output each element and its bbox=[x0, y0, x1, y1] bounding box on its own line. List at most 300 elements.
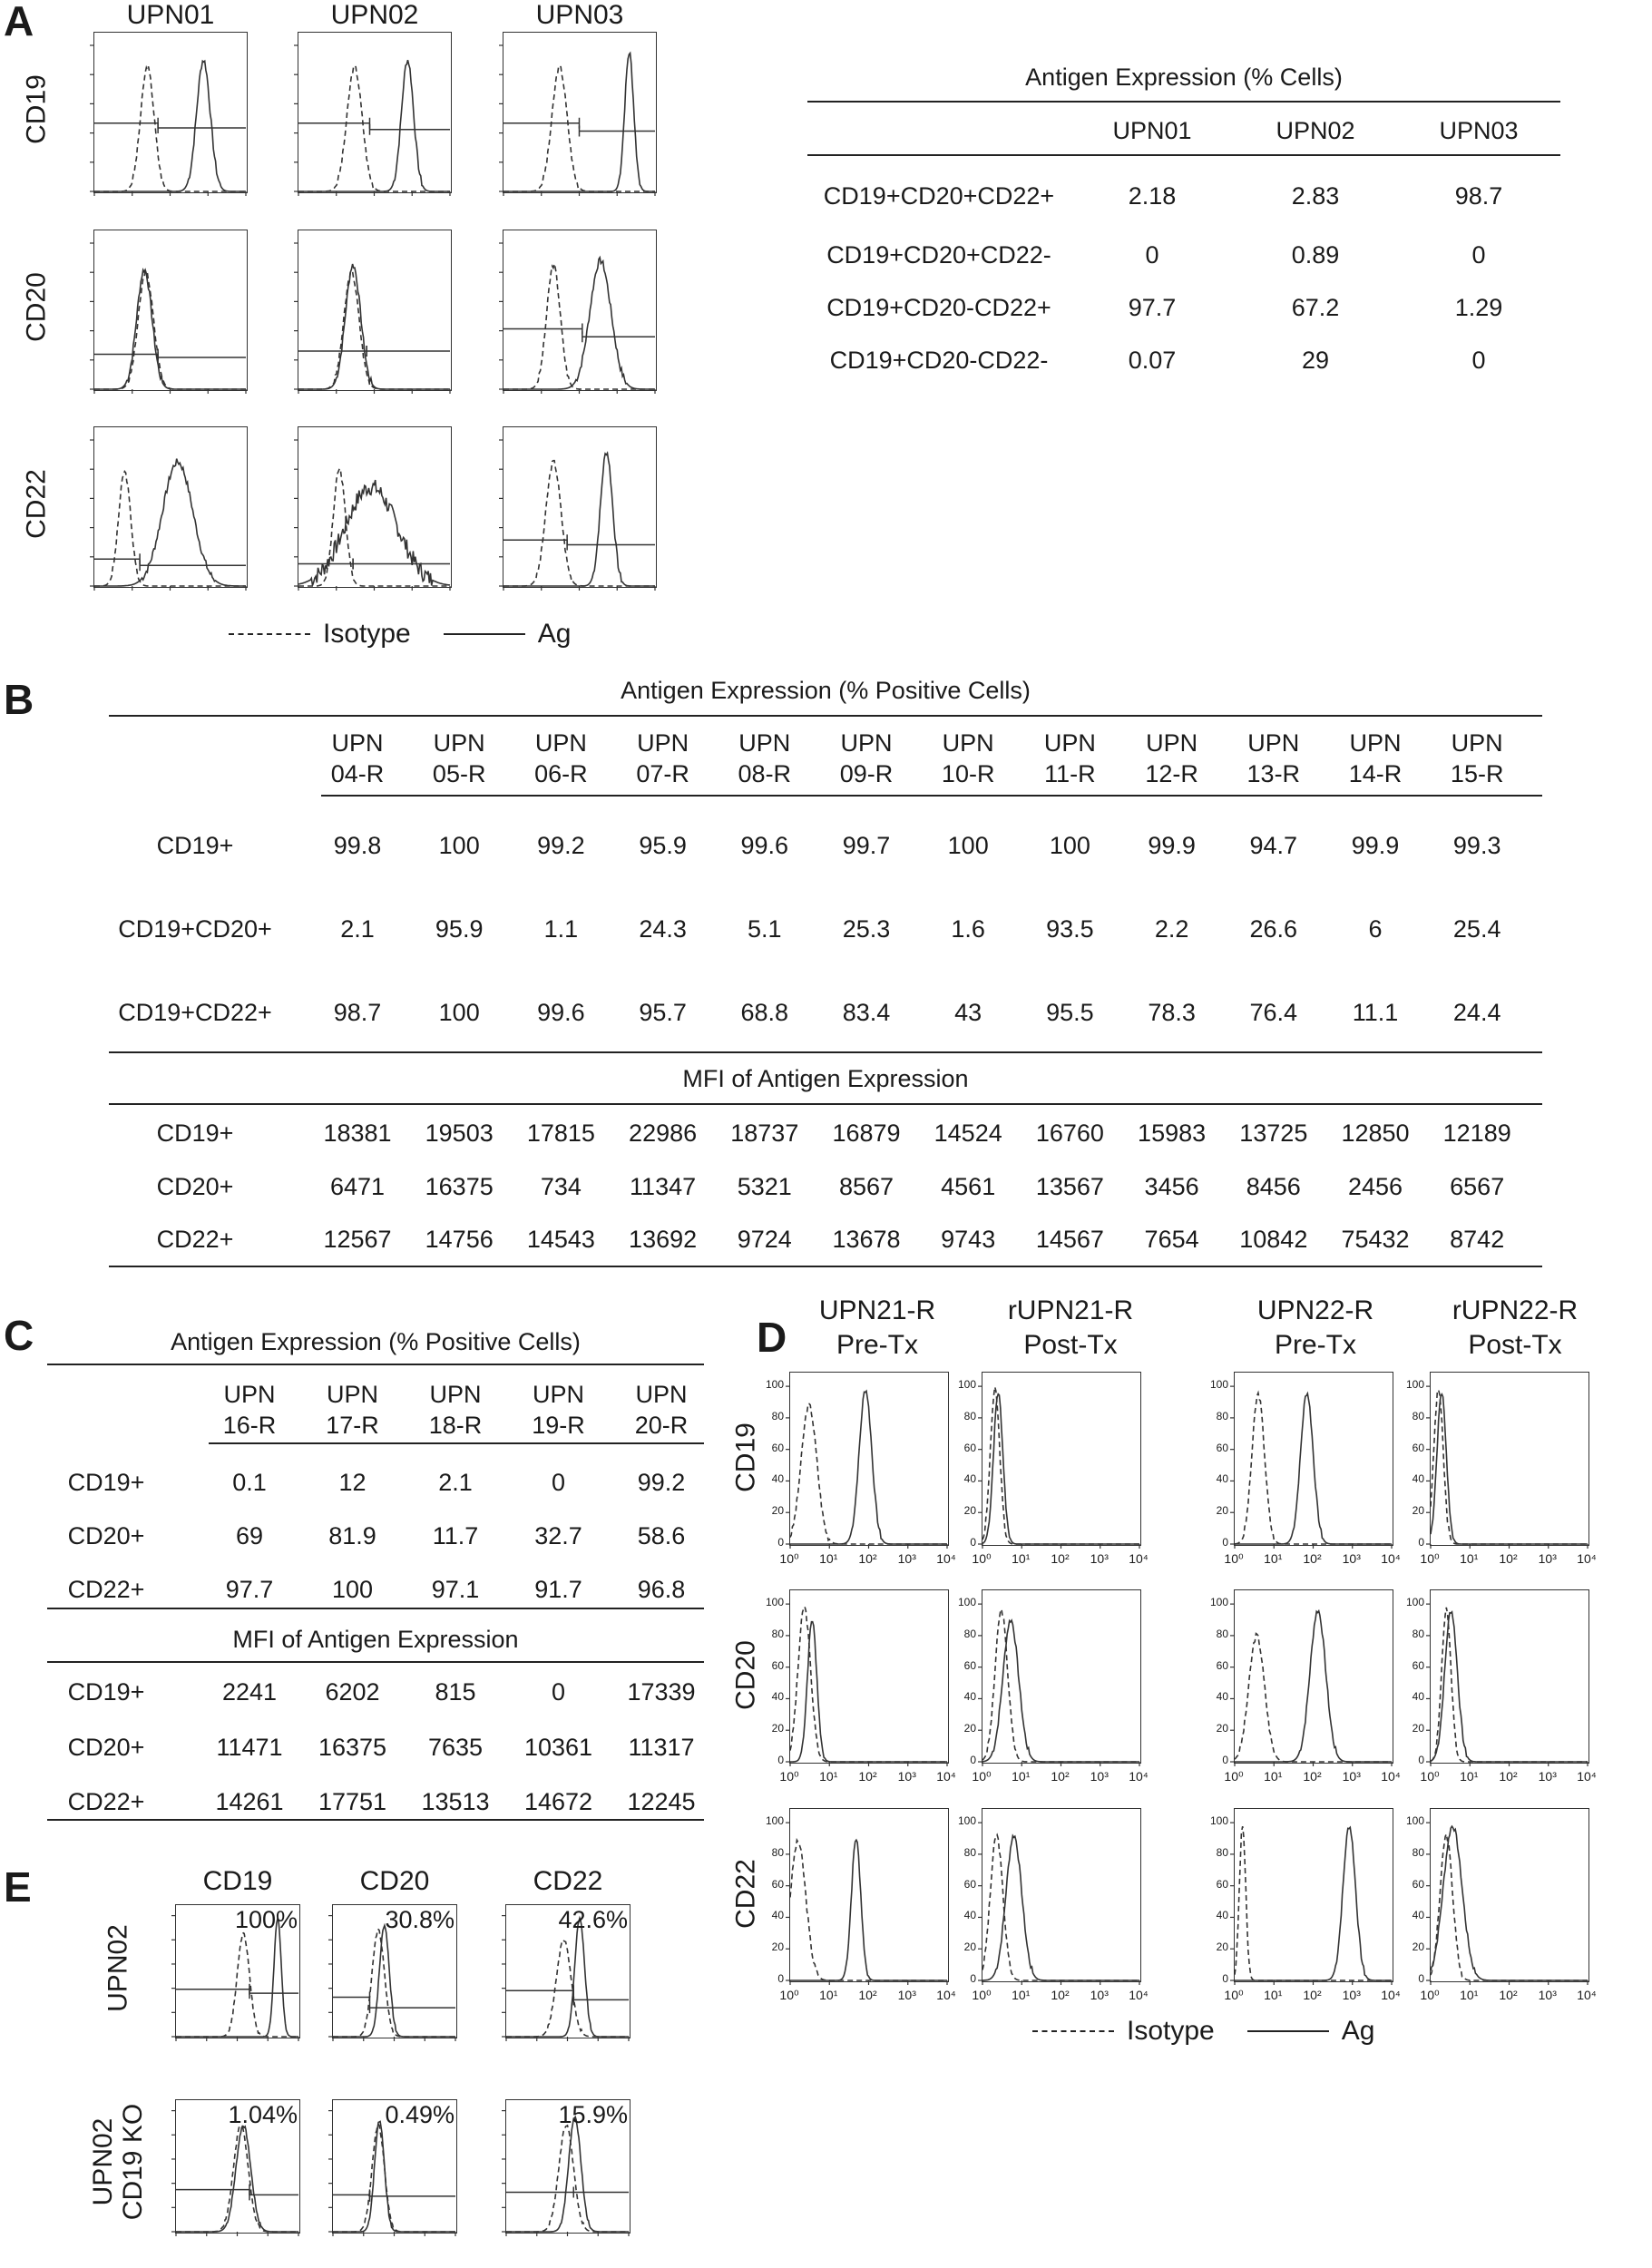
antigen-histogram bbox=[982, 1620, 1139, 1762]
column-header: UPN bbox=[1349, 729, 1402, 757]
isotype-histogram bbox=[1431, 1834, 1588, 1980]
antigen-histogram bbox=[1431, 1826, 1588, 1980]
x-tick-label: 10⁴ bbox=[1129, 1551, 1149, 1566]
y-tick-label: 40 bbox=[771, 1472, 784, 1486]
panel-b-label: B bbox=[4, 676, 34, 723]
y-tick-label: 100 bbox=[765, 1378, 784, 1392]
panel-d-label: D bbox=[757, 1314, 787, 1361]
table-cell: 95.7 bbox=[639, 999, 687, 1026]
x-tick-label: 10⁴ bbox=[936, 1769, 956, 1784]
antigen-histogram bbox=[1235, 1393, 1392, 1544]
column-header: 13-R bbox=[1246, 760, 1301, 787]
y-tick-label: 20 bbox=[771, 1941, 784, 1954]
isotype-histogram bbox=[790, 1403, 947, 1544]
table-cell: 5321 bbox=[737, 1173, 792, 1200]
row-title bbox=[103, 1901, 133, 2037]
antigen-histogram bbox=[503, 453, 655, 586]
table-row bbox=[807, 334, 1560, 386]
panel-a-label: A bbox=[4, 0, 34, 44]
table-cell: 18737 bbox=[730, 1119, 799, 1147]
column-title: UPN01 bbox=[126, 0, 215, 30]
column-header: 14-R bbox=[1348, 760, 1403, 787]
row-title: CD22 bbox=[730, 1859, 761, 1929]
x-tick-label: 10⁰ bbox=[779, 1551, 799, 1566]
table-cell: 96.8 bbox=[637, 1576, 686, 1603]
table-row bbox=[807, 229, 1560, 281]
histogram-panel bbox=[1430, 1808, 1589, 1982]
table-cell: 16375 bbox=[318, 1734, 387, 1761]
table-cell: 11317 bbox=[628, 1734, 695, 1761]
histogram-panel bbox=[789, 1372, 949, 1546]
table-cell: 8567 bbox=[838, 1173, 894, 1200]
table-row bbox=[807, 281, 1560, 334]
table-cell: 9743 bbox=[941, 1226, 996, 1253]
x-tick-label: 10⁰ bbox=[972, 1769, 992, 1784]
isotype-histogram bbox=[982, 1609, 1139, 1762]
isotype-histogram bbox=[333, 2125, 455, 2232]
table-cell: 98.7 bbox=[333, 999, 382, 1026]
column-header: 08-R bbox=[738, 760, 792, 787]
x-tick-label: 10⁴ bbox=[1381, 1988, 1401, 2002]
table-cell: 6471 bbox=[329, 1173, 386, 1200]
table-rule bbox=[47, 1608, 704, 1609]
x-tick-label: 10² bbox=[1499, 1988, 1518, 2002]
x-tick-label: 10² bbox=[1303, 1988, 1322, 2002]
column-header: 15-R bbox=[1450, 760, 1504, 787]
y-tick-label: 40 bbox=[771, 1909, 784, 1922]
table-cell: 12567 bbox=[323, 1226, 392, 1253]
table-cell: 17751 bbox=[318, 1788, 387, 1815]
antigen-histogram bbox=[176, 2126, 298, 2233]
column-title-line1: rUPN21-R bbox=[1007, 1295, 1134, 1325]
table-cell: 2.83 bbox=[1291, 181, 1340, 210]
antigen-histogram bbox=[298, 480, 450, 585]
y-tick-label: 60 bbox=[771, 1877, 784, 1891]
table-cell: 9724 bbox=[737, 1226, 792, 1253]
row-label: CD19+CD20+CD22- bbox=[826, 240, 1051, 269]
y-tick-label: 100 bbox=[1405, 1814, 1424, 1828]
column-header: 16-R bbox=[222, 1412, 277, 1439]
histogram-plot bbox=[94, 33, 246, 191]
column-header: 18-R bbox=[428, 1412, 483, 1439]
row-label: CD19+CD20-CD22- bbox=[829, 346, 1049, 374]
table-cell: 2456 bbox=[1347, 1173, 1403, 1200]
isotype-histogram bbox=[790, 1840, 947, 1980]
table-cell: 14261 bbox=[215, 1788, 284, 1815]
x-tick-label: 10² bbox=[1051, 1988, 1070, 2002]
table-cell: 69 bbox=[235, 1522, 264, 1549]
table-cell: 99.3 bbox=[1452, 832, 1501, 859]
histogram-panel bbox=[93, 230, 248, 391]
y-tick-label: 60 bbox=[1216, 1658, 1228, 1672]
y-tick-label: 0 bbox=[970, 1754, 976, 1766]
antigen-histogram bbox=[1235, 1827, 1392, 1980]
table-cell: 13725 bbox=[1239, 1119, 1308, 1147]
x-tick-label: 10² bbox=[1499, 1769, 1518, 1784]
table-cell: 81.9 bbox=[328, 1522, 376, 1549]
x-tick-label: 10³ bbox=[897, 1551, 916, 1566]
table-cell: 1.29 bbox=[1454, 293, 1503, 321]
header-cell: UPN01 bbox=[1112, 116, 1192, 144]
histogram-panel bbox=[789, 1808, 949, 1982]
table-cell: 14567 bbox=[1035, 1226, 1104, 1253]
y-tick-label: 0 bbox=[777, 1972, 784, 1985]
y-tick-label: 100 bbox=[957, 1378, 976, 1392]
table-cell: 95.5 bbox=[1046, 999, 1094, 1026]
histogram-plot bbox=[298, 230, 450, 389]
row-label: CD19+CD20+CD22+ bbox=[823, 181, 1055, 210]
column-title-line1: UPN21-R bbox=[818, 1295, 936, 1325]
x-tick-label: 10⁰ bbox=[972, 1988, 992, 2002]
column-header: 17-R bbox=[326, 1412, 379, 1439]
table-cell: 76.4 bbox=[1249, 999, 1298, 1026]
y-tick-label: 60 bbox=[963, 1441, 976, 1454]
table-cell: 13513 bbox=[421, 1788, 490, 1815]
table-cell: 16879 bbox=[832, 1119, 901, 1147]
histogram-plot bbox=[790, 1373, 947, 1544]
antigen-histogram bbox=[94, 61, 246, 191]
table-rule bbox=[47, 1661, 704, 1663]
percent-positive-label: 0.49% bbox=[385, 2101, 455, 2128]
histogram-panel bbox=[1234, 1589, 1393, 1764]
table-cell: 43 bbox=[954, 999, 982, 1026]
table-cell: 11471 bbox=[216, 1734, 283, 1761]
table-cell: 14524 bbox=[934, 1119, 1002, 1147]
antigen-histogram bbox=[506, 2117, 629, 2233]
isotype-histogram bbox=[1235, 1634, 1392, 1762]
panel-b-caption-mfi: MFI of Antigen Expression bbox=[682, 1065, 969, 1092]
table-rule bbox=[109, 715, 1542, 717]
y-tick-label: 20 bbox=[771, 1722, 784, 1735]
histogram-plot bbox=[790, 1590, 947, 1762]
column-title-line2: Post-Tx bbox=[1468, 1330, 1562, 1360]
table-cell: 91.7 bbox=[534, 1576, 582, 1603]
row-label: CD19+ bbox=[67, 1678, 145, 1706]
histogram-plot bbox=[982, 1373, 1139, 1544]
x-tick-label: 10⁴ bbox=[1381, 1551, 1401, 1566]
y-tick-label: 40 bbox=[1412, 1472, 1424, 1486]
histogram-panel bbox=[503, 426, 657, 588]
column-header: UPN bbox=[433, 729, 485, 757]
percent-positive-label: 100% bbox=[234, 1906, 298, 1933]
y-tick-label: 0 bbox=[970, 1536, 976, 1549]
table-cell: 99.9 bbox=[1351, 832, 1400, 859]
histogram-plot bbox=[1431, 1373, 1588, 1544]
table-cell: 8742 bbox=[1450, 1226, 1505, 1253]
column-header: 20-R bbox=[634, 1412, 689, 1439]
x-tick-label: 10² bbox=[1051, 1769, 1070, 1784]
column-header: UPN bbox=[429, 1381, 482, 1408]
table-cell: 93.5 bbox=[1046, 915, 1094, 943]
table-header-row bbox=[807, 109, 1560, 152]
histogram-panel bbox=[503, 230, 657, 391]
column-header: UPN bbox=[326, 1381, 378, 1408]
table-cell: 95.9 bbox=[435, 915, 484, 943]
x-tick-label: 10¹ bbox=[819, 1988, 838, 2002]
isotype-histogram bbox=[176, 2126, 298, 2232]
antigen-histogram bbox=[298, 60, 450, 191]
y-tick-label: 40 bbox=[1412, 1690, 1424, 1704]
table-rule bbox=[47, 1819, 704, 1821]
x-tick-label: 10⁴ bbox=[936, 1551, 956, 1566]
header-cell: UPN02 bbox=[1276, 116, 1355, 144]
table-cell: 11.7 bbox=[432, 1522, 479, 1549]
x-tick-label: 10² bbox=[858, 1551, 877, 1566]
column-title: CD22 bbox=[533, 1866, 603, 1896]
histogram-plot bbox=[503, 230, 655, 389]
panel-a-table bbox=[807, 109, 1560, 386]
column-header: 06-R bbox=[534, 760, 588, 787]
histogram-plot bbox=[1235, 1373, 1392, 1544]
histogram-plot bbox=[982, 1809, 1139, 1980]
percent-positive-label: 1.04% bbox=[228, 2101, 298, 2128]
row-title: CD22 bbox=[21, 469, 52, 539]
x-tick-label: 10³ bbox=[1090, 1769, 1109, 1784]
y-tick-label: 20 bbox=[1412, 1504, 1424, 1518]
x-tick-label: 10³ bbox=[1538, 1988, 1557, 2002]
y-tick-label: 60 bbox=[963, 1658, 976, 1672]
histogram-panel bbox=[982, 1589, 1141, 1764]
y-tick-label: 80 bbox=[771, 1627, 784, 1640]
x-tick-label: 10¹ bbox=[1012, 1769, 1031, 1784]
column-header: 05-R bbox=[432, 760, 486, 787]
row-label: CD19+CD20+ bbox=[118, 915, 272, 943]
table-cell: 99.8 bbox=[333, 832, 382, 859]
x-tick-label: 10² bbox=[858, 1988, 877, 2002]
y-tick-label: 20 bbox=[1216, 1504, 1228, 1518]
x-tick-label: 10¹ bbox=[819, 1769, 838, 1784]
x-tick-label: 10³ bbox=[1090, 1988, 1109, 2002]
table-cell: 15983 bbox=[1138, 1119, 1207, 1147]
histogram-panel bbox=[298, 230, 452, 391]
dashed-line-icon bbox=[1032, 2030, 1114, 2032]
table-cell: 19503 bbox=[425, 1119, 494, 1147]
legend-ag-label: Ag bbox=[537, 619, 572, 649]
row-title bbox=[88, 2094, 148, 2230]
header-cell: UPN03 bbox=[1439, 116, 1519, 144]
isotype-histogram bbox=[94, 270, 246, 389]
table-cell: 11347 bbox=[630, 1173, 697, 1200]
column-header: 19-R bbox=[532, 1412, 585, 1439]
table-cell: 0.07 bbox=[1128, 346, 1177, 374]
row-label: CD19+ bbox=[156, 832, 234, 859]
column-title-line2: Pre-Tx bbox=[836, 1330, 918, 1360]
solid-line-icon bbox=[444, 633, 525, 635]
y-tick-label: 60 bbox=[771, 1441, 784, 1454]
panel-c-label: C bbox=[4, 1312, 34, 1359]
table-cell: 2.1 bbox=[340, 915, 375, 943]
table-cell: 58.6 bbox=[637, 1522, 686, 1549]
x-tick-label: 10¹ bbox=[1012, 1988, 1031, 2002]
y-tick-label: 60 bbox=[1412, 1441, 1424, 1454]
row-title-line1: UPN02 bbox=[103, 1924, 133, 2012]
dashed-line-icon bbox=[229, 633, 310, 635]
row-label: CD22+ bbox=[156, 1226, 234, 1253]
table-cell: 99.9 bbox=[1148, 832, 1196, 859]
antigen-histogram bbox=[790, 1622, 947, 1762]
y-tick-label: 40 bbox=[771, 1690, 784, 1704]
y-tick-label: 0 bbox=[1418, 1972, 1424, 1985]
histogram-plot bbox=[503, 33, 655, 191]
histogram-panel bbox=[298, 426, 452, 588]
x-tick-label: 10¹ bbox=[1264, 1769, 1283, 1784]
column-header: UPN bbox=[331, 729, 384, 757]
table-cell: 14672 bbox=[523, 1788, 593, 1815]
table-cell: 10361 bbox=[523, 1734, 593, 1761]
table-cell: 99.6 bbox=[740, 832, 789, 859]
column-header: 07-R bbox=[636, 760, 689, 787]
column-header: UPN bbox=[738, 729, 791, 757]
table-cell: 99.7 bbox=[842, 832, 891, 859]
antigen-histogram bbox=[94, 459, 246, 586]
panel-a-legend bbox=[229, 619, 571, 650]
histogram-panel bbox=[298, 32, 452, 193]
table-cell: 6202 bbox=[325, 1678, 380, 1706]
y-tick-label: 0 bbox=[777, 1536, 784, 1549]
y-tick-label: 80 bbox=[1216, 1627, 1228, 1640]
column-title: UPN02 bbox=[330, 0, 419, 30]
y-tick-label: 80 bbox=[1412, 1409, 1424, 1422]
column-header: UPN bbox=[637, 729, 689, 757]
histogram-plot bbox=[503, 427, 655, 586]
y-tick-label: 0 bbox=[1418, 1754, 1424, 1766]
x-tick-label: 10⁰ bbox=[1224, 1551, 1244, 1566]
antigen-histogram bbox=[298, 264, 450, 389]
table-cell: 68.8 bbox=[740, 999, 789, 1026]
x-tick-label: 10⁴ bbox=[1381, 1769, 1401, 1784]
x-tick-label: 10³ bbox=[1538, 1551, 1557, 1566]
table-rule bbox=[807, 101, 1560, 103]
x-tick-label: 10² bbox=[858, 1769, 877, 1784]
y-tick-label: 0 bbox=[1418, 1536, 1424, 1549]
row-label: CD19+CD20-CD22+ bbox=[826, 293, 1051, 321]
x-tick-label: 10³ bbox=[1090, 1551, 1109, 1566]
histogram-panel bbox=[93, 32, 248, 193]
table-cell: 95.9 bbox=[639, 832, 687, 859]
y-tick-label: 60 bbox=[1412, 1877, 1424, 1891]
y-tick-label: 80 bbox=[771, 1409, 784, 1422]
row-title: CD19 bbox=[21, 74, 52, 144]
histogram-panel bbox=[1234, 1372, 1393, 1546]
isotype-histogram bbox=[1431, 1390, 1588, 1544]
table-cell: 13567 bbox=[1035, 1173, 1104, 1200]
x-tick-label: 10³ bbox=[1342, 1988, 1361, 2002]
y-tick-label: 80 bbox=[963, 1845, 976, 1859]
x-tick-label: 10¹ bbox=[1460, 1769, 1479, 1784]
x-tick-label: 10³ bbox=[897, 1769, 916, 1784]
antigen-histogram bbox=[790, 1391, 947, 1544]
table-cell: 67.2 bbox=[1291, 293, 1340, 321]
column-header: UPN bbox=[840, 729, 893, 757]
x-tick-label: 10¹ bbox=[1264, 1551, 1283, 1566]
y-tick-label: 0 bbox=[1222, 1536, 1228, 1549]
legend-isotype-label: Isotype bbox=[323, 619, 411, 649]
histogram-panel bbox=[982, 1372, 1141, 1546]
column-title-line2: Post-Tx bbox=[1023, 1330, 1118, 1360]
x-tick-label: 10⁴ bbox=[1577, 1988, 1597, 2002]
table-cell: 25.3 bbox=[842, 915, 891, 943]
column-header: UPN bbox=[635, 1381, 688, 1408]
panel-b-caption-pct: Antigen Expression (% Positive Cells) bbox=[621, 677, 1031, 704]
column-title-line1: rUPN22-R bbox=[1452, 1295, 1579, 1325]
y-tick-label: 100 bbox=[1405, 1596, 1424, 1609]
table-cell: 99.2 bbox=[537, 832, 585, 859]
isotype-histogram bbox=[298, 66, 450, 192]
x-tick-label: 10⁰ bbox=[1420, 1551, 1440, 1566]
antigen-histogram bbox=[333, 2122, 455, 2233]
y-tick-label: 80 bbox=[963, 1627, 976, 1640]
table-cell: 2.1 bbox=[438, 1469, 473, 1496]
table-rule bbox=[109, 1051, 1542, 1053]
x-tick-label: 10⁰ bbox=[1420, 1769, 1440, 1784]
table-cell: 22986 bbox=[629, 1119, 698, 1147]
panel-c-caption-mfi: MFI of Antigen Expression bbox=[232, 1626, 519, 1653]
isotype-histogram bbox=[503, 461, 655, 586]
y-tick-label: 100 bbox=[765, 1596, 784, 1609]
y-tick-label: 80 bbox=[771, 1845, 784, 1859]
table-cell: 24.4 bbox=[1452, 999, 1501, 1026]
y-tick-label: 60 bbox=[1412, 1658, 1424, 1672]
y-tick-label: 100 bbox=[957, 1814, 976, 1828]
table-cell: 25.4 bbox=[1452, 915, 1501, 943]
y-tick-label: 100 bbox=[1209, 1814, 1228, 1828]
row-title: CD20 bbox=[21, 272, 52, 342]
x-tick-label: 10³ bbox=[897, 1988, 916, 2002]
histogram-plot bbox=[1235, 1590, 1392, 1762]
y-tick-label: 40 bbox=[963, 1472, 976, 1486]
y-tick-label: 20 bbox=[963, 1504, 976, 1518]
table-cell: 8456 bbox=[1246, 1173, 1301, 1200]
table-cell: 14756 bbox=[425, 1226, 494, 1253]
table-cell: 7635 bbox=[427, 1734, 484, 1761]
table-cell: 12245 bbox=[627, 1788, 696, 1815]
table-cell: 13678 bbox=[832, 1226, 901, 1253]
table-cell: 100 bbox=[1049, 832, 1090, 859]
y-tick-label: 20 bbox=[963, 1722, 976, 1735]
column-header: UPN bbox=[223, 1381, 276, 1408]
table-rule bbox=[109, 1103, 1542, 1105]
column-title: CD20 bbox=[359, 1866, 430, 1896]
x-tick-label: 10⁰ bbox=[1224, 1988, 1244, 2002]
x-tick-label: 10³ bbox=[1538, 1769, 1557, 1784]
table-cell: 5.1 bbox=[748, 915, 782, 943]
header-cell bbox=[807, 109, 1070, 152]
table-rule bbox=[209, 1442, 704, 1444]
table-cell: 6567 bbox=[1450, 1173, 1505, 1200]
isotype-histogram bbox=[1235, 1393, 1392, 1544]
y-tick-label: 80 bbox=[1412, 1627, 1424, 1640]
table-cell: 16760 bbox=[1035, 1119, 1104, 1147]
y-tick-label: 20 bbox=[1216, 1941, 1228, 1954]
antigen-histogram bbox=[790, 1840, 947, 1980]
histogram-plot bbox=[982, 1590, 1139, 1762]
x-tick-label: 10⁰ bbox=[1420, 1988, 1440, 2002]
y-tick-label: 20 bbox=[771, 1504, 784, 1518]
table-cell: 12189 bbox=[1442, 1119, 1511, 1147]
table-cell: 7654 bbox=[1144, 1226, 1199, 1253]
table-cell: 97.1 bbox=[431, 1576, 480, 1603]
table-cell: 100 bbox=[331, 1576, 374, 1603]
row-title-line2: CD19 KO bbox=[118, 2103, 148, 2221]
table-cell: 0 bbox=[1471, 240, 1486, 269]
percent-positive-label: 30.8% bbox=[385, 1906, 455, 1933]
y-tick-label: 60 bbox=[1216, 1441, 1228, 1454]
column-title-line1: UPN22-R bbox=[1256, 1295, 1374, 1325]
histogram-panel bbox=[93, 426, 248, 588]
histogram-plot bbox=[298, 427, 450, 586]
panel-e-label: E bbox=[4, 1863, 32, 1911]
x-tick-label: 10⁴ bbox=[1577, 1769, 1597, 1784]
